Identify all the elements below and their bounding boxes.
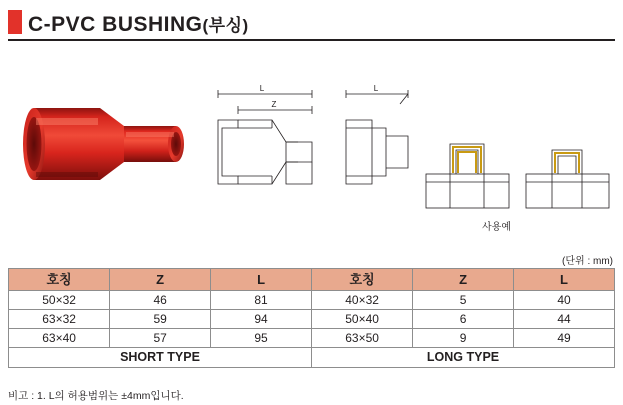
table-row (9, 329, 615, 348)
drawing-usage-example-1 (420, 130, 515, 220)
cell-name-right: 40×32 (312, 291, 413, 310)
cell-z-right: 5 (413, 291, 514, 310)
th-l-right: L (514, 269, 615, 291)
page-title (28, 11, 249, 37)
cell-name-left: 63×40 (9, 329, 110, 348)
cell-l-right: 49 (514, 329, 615, 348)
dimension-label-l-2: L (373, 84, 379, 93)
figure-area (8, 50, 615, 240)
unit-note: (단위 : mm) (562, 256, 613, 267)
table-type-row (9, 348, 615, 368)
usage-example-label: 사용예 (482, 222, 511, 233)
cell-z-left: 57 (110, 329, 211, 348)
cell-name-right: 63×50 (312, 329, 413, 348)
cell-name-right: 50×40 (312, 310, 413, 329)
cell-l-left: 81 (211, 291, 312, 310)
table-row (9, 291, 615, 310)
header-divider (8, 39, 615, 41)
dimension-label-l: L (259, 84, 265, 93)
th-name-left: 호칭 (9, 269, 110, 291)
table-row (9, 310, 615, 329)
remark-note: 비고 : 1. L의 허용범위는 ±4mm입니다. (8, 390, 184, 402)
page-header (8, 10, 615, 40)
drawing-section-side (208, 80, 328, 200)
cell-l-right: 44 (514, 310, 615, 329)
cell-l-left: 94 (211, 310, 312, 329)
cell-l-left: 95 (211, 329, 312, 348)
drawing-profile (338, 80, 418, 200)
th-z-right: Z (413, 269, 514, 291)
table-header-row (9, 269, 615, 291)
th-name-right: 호칭 (312, 269, 413, 291)
cell-name-left: 63×32 (9, 310, 110, 329)
cell-z-left: 59 (110, 310, 211, 329)
cell-z-right: 9 (413, 329, 514, 348)
th-l-left: L (211, 269, 312, 291)
drawing-usage-example-2 (520, 130, 615, 220)
type-label-long: LONG TYPE (312, 348, 615, 368)
page-title-en: C-PVC BUSHING (28, 13, 203, 36)
spec-table (8, 268, 615, 368)
cell-name-left: 50×32 (9, 291, 110, 310)
product-photo (20, 88, 200, 198)
cell-z-right: 6 (413, 310, 514, 329)
type-label-short: SHORT TYPE (9, 348, 312, 368)
th-z-left: Z (110, 269, 211, 291)
page-title-kr: (부싱) (202, 16, 249, 35)
dimension-label-z: Z (271, 100, 277, 109)
header-accent-bar (8, 10, 22, 34)
cell-l-right: 40 (514, 291, 615, 310)
cell-z-left: 46 (110, 291, 211, 310)
